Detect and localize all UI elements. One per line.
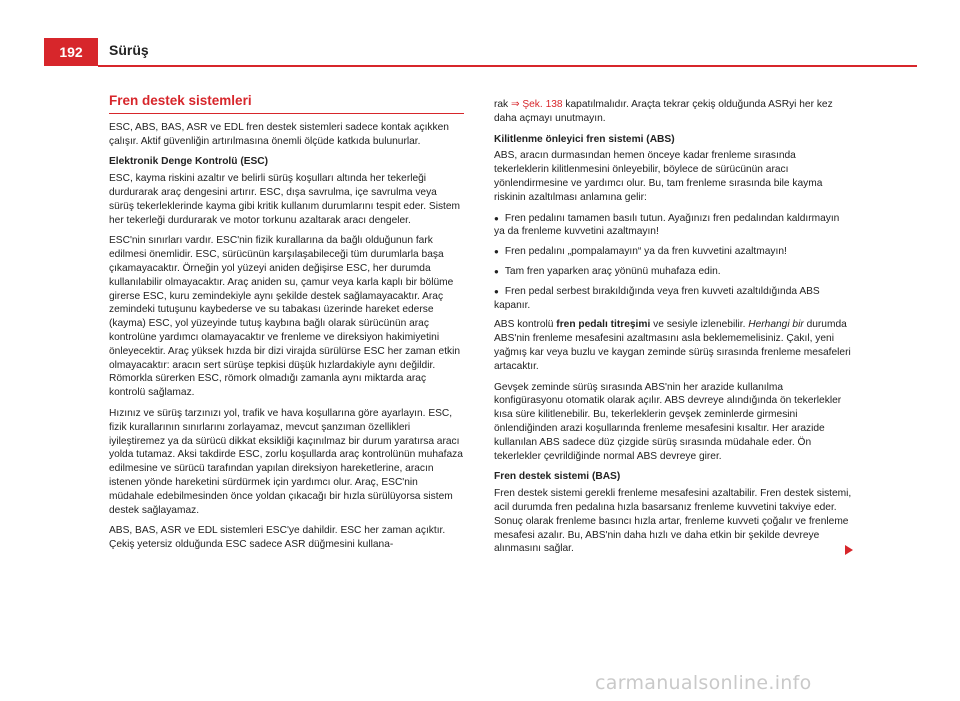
abs-paragraph-3: Gevşek zeminde sürüş sırasında ABS'nin her arazide kullanılma konfigürasyonu otomatik olarak açılır. ABS devreye alındığında ön tekerlekler kısa süre kilitlenebilir. Bu, tekerleklerin gevşek zeminlerde girmesini önlendiğinden arazi koşullarında frenleme mesafesini kısaltır. Her arazide kullanılan ABS sadece düz çizgide sürüş sırasında müdahale eder. Ön tekerlekler çevrildiğinde normal ABS devreye girer. — [494, 381, 842, 462]
esc-paragraph-3: Hızınız ve sürüş tarzınızı yol, trafik ve hava koşullarına göre ayarlayın. ESC, fizik kurallarının sınırlarını zorlayamaz, mevcut şanzıman özellikleri iyileştiremez ya da sürücü dikkat eksikliği kaçınılmaz bir durum yaratırsa aracı yolda tutamaz. Aksi takdirde ESC, zorlu koşullarda araç kontrolünün muhafaza edilmesine ve sürücü tarafından yapılan direksiyon hareketlerine, aracın istenen yönde hareketini sürdürmek için yardımcı olur. Araç, ESC'nin müdahale edebilmesinden önce yoldan çıkacağı bir hızla sürülüyorsa sistem destek sağlayamaz. — [109, 407, 463, 516]
bullet-dot-icon: ● — [494, 286, 499, 296]
bullet-dot-icon: ● — [494, 247, 499, 257]
esc-paragraph-1: ESC, kayma riskini azaltır ve belirli sürüş koşulları altında her tekerleği durdurarak araç dengesini artırır. ESC, dışa savrulma, içe savrulma veya sürüş tekerleklerinde kayma gibi kritik kullanım durumlarını tespit eder. Sistem her tekerleği durdurarak ve motor torkunu azaltarak aracı dengeler. — [109, 173, 461, 226]
bullet-dot-icon: ● — [494, 266, 499, 276]
header-rule — [98, 65, 917, 67]
continue-arrow-icon — [845, 545, 853, 555]
figure-reference-link[interactable]: ⇒ Şek. 138 — [510, 99, 563, 110]
abs-p2-bold: fren pedalı titreşimi — [556, 319, 651, 331]
esc-heading: Elektronik Denge Kontrolü (ESC) — [109, 156, 269, 168]
abs-bullet-list — [494, 212, 852, 313]
chapter-title: Sürüş — [109, 42, 149, 58]
abs-p2-text-b: ve sesiyle izlenebilir. — [650, 319, 749, 331]
esc-paragraph-4: ABS, BAS, ASR ve EDL sistemleri ESC'ye dahildir. ESC her zaman açıktır. Çekiş yetersiz olduğunda ESC sadece ASR düğmesini kullana- — [109, 525, 446, 551]
abs-bullet-item — [494, 285, 852, 313]
abs-p2-text-c: durumda ABS'nin frenleme mesafesini azaltmasını asla beklememelisiniz. Çakıl, yeni yağmış kar veya buzlu ve kaygan zeminde sürüş sırasında frenleme mesafeleri artacaktır. — [494, 319, 851, 372]
intro-paragraph: ESC, ABS, BAS, ASR ve EDL fren destek sistemleri sadece kontak açıkken çalışır. Aktif güvenliğin artırılmasına önemli ölçüde katkıda bulunurlar. — [109, 121, 449, 147]
abs-paragraph-2 — [494, 318, 852, 373]
abs-p2-italic: Herhangi bir — [748, 319, 804, 331]
abs-paragraph-1: ABS, aracın durmasından hemen önceye kadar frenleme sırasında tekerleklerin kilitlenmesini önleyebilir, böylece de sürücünün aracı yönlendirmesine ve yardımcı olur. Bu, tam frenleme sırasında bile kayma riskinin azaltılması anlamına gelir: — [494, 150, 823, 203]
abs-heading: Kilitlenme önleyici fren sistemi (ABS) — [494, 133, 675, 145]
bullet-dot-icon: ● — [494, 213, 499, 223]
abs-bullet-item — [494, 245, 852, 259]
abs-bullet-item — [494, 212, 852, 240]
section-title: Fren destek sistemleri — [109, 94, 464, 114]
abs-p2-text-a: ABS kontrolü — [494, 319, 557, 331]
page-number: 192 — [44, 38, 98, 66]
bas-heading: Fren destek sistemi (BAS) — [494, 471, 621, 483]
continuation-paragraph — [494, 98, 852, 126]
watermark: carmanualsonline.info — [595, 672, 812, 694]
abs-bullet-text: Fren pedalını tamamen basılı tutun. Ayağınızı fren pedalından kaldırmayın ya da frenleme kuvvetini azaltmayın! — [494, 212, 840, 238]
right-column — [494, 98, 852, 563]
continuation-text-a: rak — [494, 99, 511, 110]
abs-bullet-item — [494, 265, 852, 279]
abs-bullet-text: Fren pedalını „pompalamayın“ ya da fren kuvvetini azaltmayın! — [504, 246, 787, 258]
left-column — [109, 94, 464, 559]
esc-paragraph-2: ESC'nin sınırları vardır. ESC'nin fizik kurallarına da bağlı olduğunun fark edilmesi önemlidir. ESC, sürücünün karşılaşabileceği tüm durumlarla başa çıkamayacaktır. Örneğin yol yüzeyi aniden değişirse ESC, her durumda kullanılabilir olmayacaktır. Araç aniden su, çamur veya karla kaplı bir bölüme girerse ESC, kuru zemindekiyle aynı şekilde destek sağlamayacaktır. Araç zemindeki tutuşunu kaybederse ve su tabakası üzerinde hareket ederse (kayma) ESC, yol yüzeyinde tutuş kaybına bağlı olarak sürücünün araç kontrolüne yardımcı olamayacaktır ve frenleme ve direksiyon hakimiyetini önleyecektir. Araç yüksek hızda bir dizi virajda sürülürse ESC her zaman etkin olmayacaktır: aracın sert sürüşe tepkisi düşük hızlardakiyle aynı değildir. Römorkla sürerken ESC, römork olmadığı zamanla aynı miktarda araç kontrolü sağlamaz. — [109, 235, 461, 399]
continuation-text-b: kapatılmalıdır. Araçta tekrar çekiş olduğunda ASRyi her kez daha açmayı unutmayın. — [494, 99, 833, 124]
abs-bullet-text: Tam fren yaparken araç yönünü muhafaza edin. — [504, 265, 721, 277]
bas-paragraph-1: Fren destek sistemi gerekli frenleme mesafesini azaltabilir. Fren destek sistemi, acil durumda fren pedalına hızla basarsanız frenleme kuvvetini takviye eder. Sonuç olarak frenleme basıncı hızla artar, frenleme kuvveti çoğalır ve frenleme mesafesi azalır. Bu, ABS'nin daha hızlı ve daha etkin bir şekilde devreye alınmasını sağlar. — [494, 488, 852, 555]
abs-bullet-text: Fren pedal serbest bırakıldığında veya fren kuvveti azaltıldığında ABS kapanır. — [494, 285, 820, 311]
